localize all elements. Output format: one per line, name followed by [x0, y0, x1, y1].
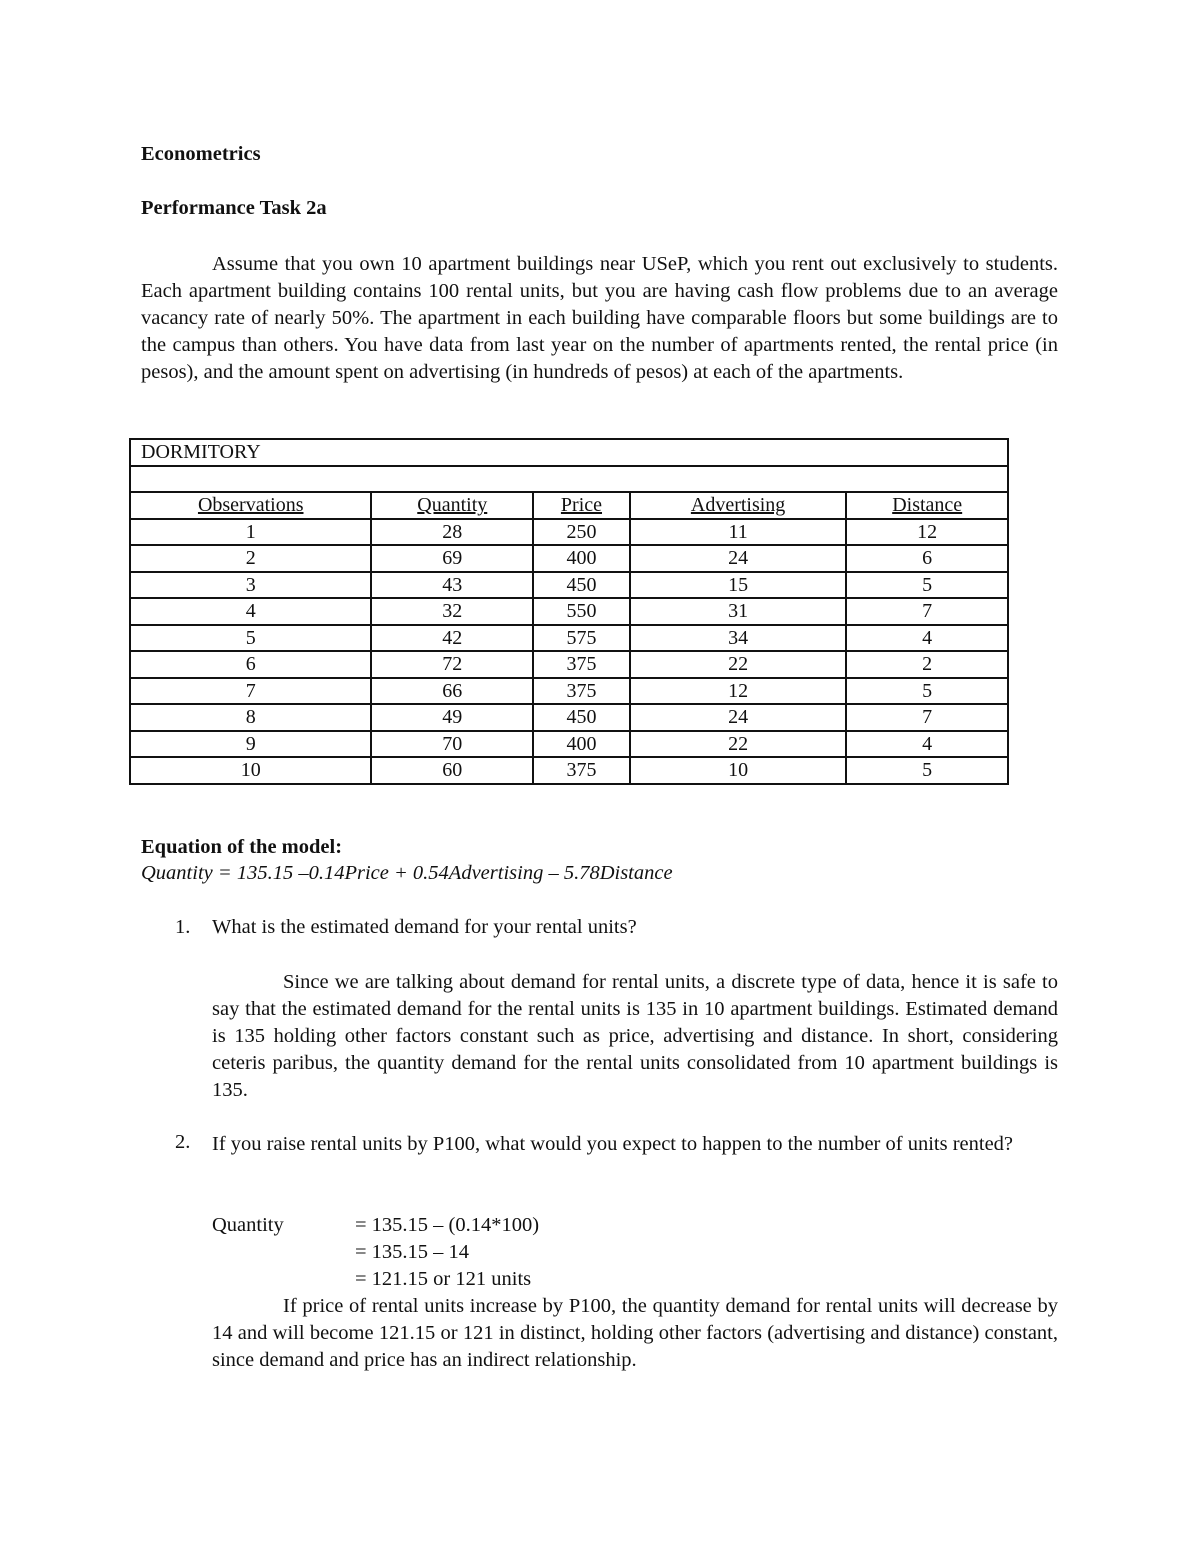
- header-cell: Quantity: [371, 492, 533, 519]
- table-cell: 32: [371, 598, 533, 625]
- table-cell: 4: [846, 731, 1008, 758]
- intro-paragraph: Assume that you own 10 apartment buildings near USeP, which you rent out exclusively to students. Each apartment building contains 100 rental units, but you are having cash flow problems due to an average vacancy rate of nearly 50%. The apartment in each building have comparable floors but some buildings are to the campus than others. You have data from last year on the number of apartments rented, the rental price (in pesos), and the amount spent on advertising (in hundreds of pesos) at each of the apartments.: [141, 253, 1058, 383]
- header-cell: Advertising: [630, 492, 847, 519]
- question-text: What is the estimated demand for your rental units?: [212, 916, 637, 938]
- table-cell: 11: [630, 519, 847, 546]
- table-cell: 49: [371, 704, 533, 731]
- table-cell: 22: [630, 731, 847, 758]
- table-cell: 5: [130, 625, 371, 652]
- table-cell: 375: [533, 651, 630, 678]
- table-cell: 42: [371, 625, 533, 652]
- table-cell: 69: [371, 545, 533, 572]
- table-cell: 2: [846, 651, 1008, 678]
- table-row: [130, 519, 1008, 546]
- table-cell: 10: [130, 757, 371, 784]
- table-cell: 6: [130, 651, 371, 678]
- calc-line: = 135.15 – (0.14*100): [355, 1214, 540, 1236]
- table-cell: 550: [533, 598, 630, 625]
- table-cell: 60: [371, 757, 533, 784]
- table-cell: 15: [630, 572, 847, 599]
- table-cell: 375: [533, 678, 630, 705]
- table-header-row: [130, 492, 1008, 519]
- table-cell: 34: [630, 625, 847, 652]
- table-title: DORMITORY: [130, 439, 1008, 466]
- equation-heading: Equation of the model:: [141, 836, 343, 858]
- calculation: [212, 1212, 539, 1293]
- header-cell: Price: [533, 492, 630, 519]
- table-row: [130, 651, 1008, 678]
- table-cell: 7: [846, 598, 1008, 625]
- table-cell: 28: [371, 519, 533, 546]
- table-row: [130, 731, 1008, 758]
- table-row: [130, 704, 1008, 731]
- table-cell: 5: [846, 678, 1008, 705]
- calc-line: = 121.15 or 121 units: [355, 1268, 532, 1290]
- table-cell: 9: [130, 731, 371, 758]
- table-cell: 375: [533, 757, 630, 784]
- table-row: [130, 757, 1008, 784]
- table-cell: 5: [846, 572, 1008, 599]
- table-cell: 24: [630, 545, 847, 572]
- table-cell: 10: [630, 757, 847, 784]
- table-row: [130, 678, 1008, 705]
- table-cell: 43: [371, 572, 533, 599]
- table-cell: 575: [533, 625, 630, 652]
- table-cell: 8: [130, 704, 371, 731]
- table-empty-row: [130, 466, 1008, 493]
- task-title: Performance Task 2a: [141, 197, 327, 219]
- table-cell: 66: [371, 678, 533, 705]
- table-row: [130, 545, 1008, 572]
- question-number: 1.: [175, 916, 191, 938]
- answer-paragraph: If price of rental units increase by P100, the quantity demand for rental units will decrease by 14 and will become 121.15 or 121 in distinct, holding other factors (advertising and distance) constant, since demand and price has an indirect relationship.: [212, 1295, 1058, 1371]
- table-cell: 4: [130, 598, 371, 625]
- table-cell: 450: [533, 704, 630, 731]
- question-number: 2.: [175, 1131, 191, 1153]
- table-cell: 7: [130, 678, 371, 705]
- table-cell: 7: [846, 704, 1008, 731]
- table-cell: 5: [846, 757, 1008, 784]
- table-row: [130, 572, 1008, 599]
- table-cell: 12: [630, 678, 847, 705]
- calc-line: = 135.15 – 14: [355, 1241, 470, 1263]
- course-title: Econometrics: [141, 143, 261, 165]
- question-text: If you raise rental units by P100, what would you expect to happen to the number of units rented?: [212, 1133, 1014, 1155]
- table-cell: 31: [630, 598, 847, 625]
- table-cell: 24: [630, 704, 847, 731]
- table-cell: 12: [846, 519, 1008, 546]
- table-cell: 70: [371, 731, 533, 758]
- table-cell: 1: [130, 519, 371, 546]
- dormitory-table: [129, 438, 1009, 785]
- table-cell: 400: [533, 545, 630, 572]
- header-cell: Distance: [846, 492, 1008, 519]
- table-cell: 250: [533, 519, 630, 546]
- answer-paragraph: Since we are talking about demand for rental units, a discrete type of data, hence it is safe to say that the estimated demand for the rental units is 135 in 10 apartment buildings. Estimated demand is 135 holding other factors constant such as price, advertising and distance. In short, considering ceteris paribus, the quantity demand for the rental units consolidated from 10 apartment buildings is 135.: [212, 971, 1058, 1101]
- table-cell: 22: [630, 651, 847, 678]
- table-row: [130, 625, 1008, 652]
- table-cell: 2: [130, 545, 371, 572]
- table-cell: 3: [130, 572, 371, 599]
- table-cell: 450: [533, 572, 630, 599]
- table-cell: 72: [371, 651, 533, 678]
- table-cell: 4: [846, 625, 1008, 652]
- table-row: [130, 598, 1008, 625]
- header-cell: Observations: [130, 492, 371, 519]
- table-cell: 400: [533, 731, 630, 758]
- model-equation: Quantity = 135.15 –0.14Price + 0.54Advertising – 5.78Distance: [141, 862, 673, 884]
- calc-label: Quantity: [212, 1214, 284, 1236]
- table-cell: 6: [846, 545, 1008, 572]
